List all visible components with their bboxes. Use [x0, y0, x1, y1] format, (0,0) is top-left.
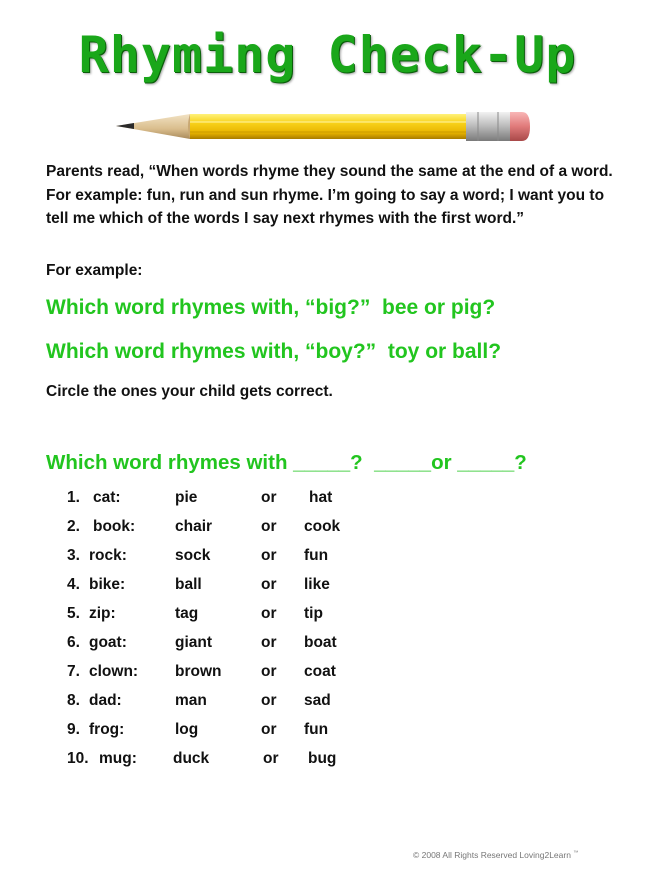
target-word: cat: [93, 489, 121, 506]
choice-b: tip [304, 605, 323, 622]
choice-b: bug [308, 750, 337, 767]
intro-paragraph: Parents read, “When words rhyme they sound the same at the end of a word. For example: fun, run and sun rhyme. I’m going to say a word; I want you to tell me which of the words I say next rhymes with the first word.” [46, 163, 613, 227]
example-question-1: Which word rhymes with, “big?” bee or pig? [46, 296, 496, 319]
item-number: 1. [67, 489, 80, 506]
target-word: frog: [89, 721, 125, 738]
item-number: 8. [67, 692, 80, 709]
item-number: 4. [67, 576, 80, 593]
choice-b: cook [304, 518, 341, 535]
choice-a: duck [173, 750, 210, 767]
for-example-label: For example: [46, 262, 143, 279]
or-label: or [261, 721, 277, 738]
item-number: 7. [67, 663, 80, 680]
or-label: or [263, 750, 279, 767]
choice-a: man [175, 692, 207, 709]
item-number: 3. [67, 547, 80, 564]
choice-a: tag [175, 605, 199, 622]
target-word: mug: [99, 750, 137, 767]
or-label: or [261, 634, 277, 651]
copyright-footer [413, 850, 578, 860]
or-label: or [261, 692, 277, 709]
target-word: bike: [89, 576, 126, 593]
pencil-icon [116, 108, 532, 144]
or-label: or [261, 547, 277, 564]
page-title: Rhyming Check-Up [78, 26, 577, 84]
item-number: 5. [67, 605, 80, 622]
choice-b: boat [304, 634, 337, 651]
target-word: goat: [89, 634, 127, 651]
example-question-2: Which word rhymes with, “boy?” toy or ball? [46, 340, 502, 363]
choice-a: log [175, 721, 199, 738]
choice-b: sad [304, 692, 331, 709]
question-header: Which word rhymes with _____? _____or _____? [46, 451, 527, 474]
choice-b: hat [309, 489, 333, 506]
target-word: book: [93, 518, 136, 535]
or-label: or [261, 576, 277, 593]
choice-a: brown [175, 663, 222, 680]
circle-instructions: Circle the ones your child gets correct. [46, 383, 333, 400]
choice-a: giant [175, 634, 213, 651]
item-number: 2. [67, 518, 80, 535]
choice-a: pie [175, 489, 198, 506]
or-label: or [261, 489, 277, 506]
choice-b: like [304, 576, 330, 593]
choice-b: fun [304, 721, 329, 738]
copyright-text: © 2008 All Rights Reserved Loving2Learn [413, 850, 571, 860]
target-word: rock: [89, 547, 127, 564]
target-word: dad: [89, 692, 122, 709]
target-word: zip: [89, 605, 116, 622]
choice-b: coat [304, 663, 336, 680]
or-label: or [261, 518, 277, 535]
choice-a: ball [175, 576, 202, 593]
or-label: or [261, 605, 277, 622]
choice-b: fun [304, 547, 329, 564]
choice-a: sock [175, 547, 211, 564]
item-number: 10. [67, 750, 89, 767]
or-label: or [261, 663, 277, 680]
target-word: clown: [89, 663, 139, 680]
trademark-mark: ™ [573, 850, 579, 857]
item-number: 6. [67, 634, 80, 651]
item-number: 9. [67, 721, 80, 738]
choice-a: chair [175, 518, 213, 535]
